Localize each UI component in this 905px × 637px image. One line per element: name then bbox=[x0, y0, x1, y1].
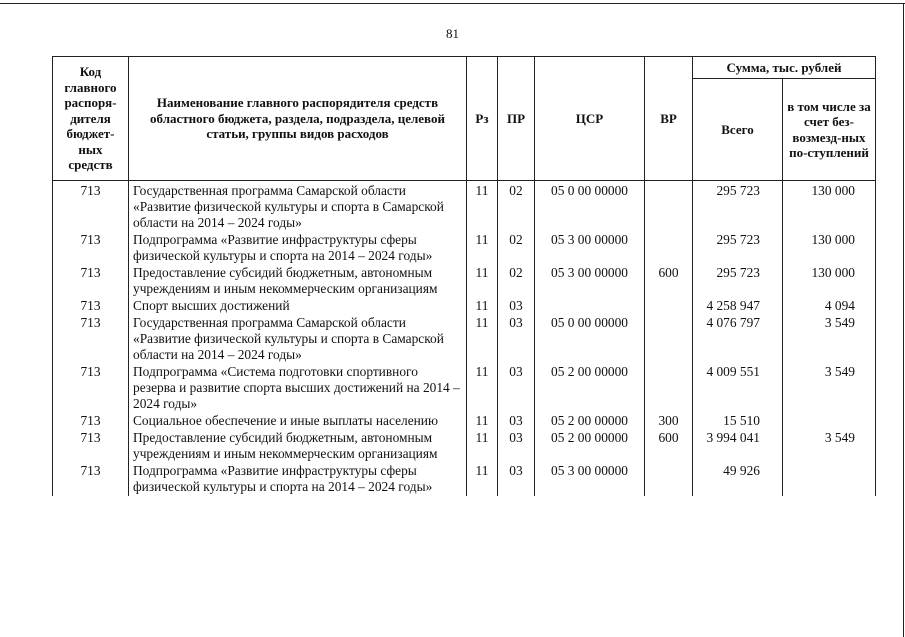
cell-vr bbox=[645, 364, 693, 413]
cell-code: 713 bbox=[53, 232, 129, 265]
cell-rz: 11 bbox=[467, 364, 498, 413]
cell-csr: 05 2 00 00000 bbox=[535, 430, 645, 463]
cell-pr: 03 bbox=[498, 315, 535, 364]
cell-rz: 11 bbox=[467, 298, 498, 315]
cell-rz: 11 bbox=[467, 463, 498, 496]
cell-vr bbox=[645, 181, 693, 233]
page-frame-right bbox=[903, 3, 904, 637]
cell-code: 713 bbox=[53, 463, 129, 496]
table-header bbox=[53, 57, 876, 181]
header-total: Всего bbox=[693, 79, 783, 181]
cell-name: Государственная программа Самарской области «Развитие физической культуры и спорта в Самарской области на 2014 – 2024 годы» bbox=[129, 315, 467, 364]
header-pr: ПР bbox=[498, 57, 535, 181]
cell-name: Государственная программа Самарской области «Развитие физической культуры и спорта в Самарской области на 2014 – 2024 годы» bbox=[129, 181, 467, 233]
cell-total: 295 723 bbox=[693, 232, 783, 265]
cell-vr bbox=[645, 463, 693, 496]
cell-pr: 02 bbox=[498, 181, 535, 233]
cell-free: 130 000 bbox=[783, 181, 876, 233]
cell-csr bbox=[535, 298, 645, 315]
table-row bbox=[53, 181, 876, 233]
cell-total: 4 076 797 bbox=[693, 315, 783, 364]
cell-free: 4 094 bbox=[783, 298, 876, 315]
header-code: Код главного распоря-дителя бюджет-ных средств bbox=[53, 57, 129, 181]
cell-vr bbox=[645, 298, 693, 315]
table-row bbox=[53, 463, 876, 496]
cell-csr: 05 0 00 00000 bbox=[535, 315, 645, 364]
cell-code: 713 bbox=[53, 298, 129, 315]
table-row bbox=[53, 232, 876, 265]
cell-csr: 05 3 00 00000 bbox=[535, 265, 645, 298]
table-row bbox=[53, 265, 876, 298]
cell-csr: 05 2 00 00000 bbox=[535, 364, 645, 413]
table-row bbox=[53, 364, 876, 413]
page-number: 81 bbox=[446, 26, 459, 41]
budget-table bbox=[52, 56, 876, 496]
cell-pr: 03 bbox=[498, 430, 535, 463]
cell-name: Подпрограмма «Развитие инфраструктуры сферы физической культуры и спорта на 2014 – 2024 годы» bbox=[129, 232, 467, 265]
cell-total: 295 723 bbox=[693, 181, 783, 233]
cell-code: 713 bbox=[53, 430, 129, 463]
cell-pr: 03 bbox=[498, 463, 535, 496]
cell-total: 295 723 bbox=[693, 265, 783, 298]
cell-vr bbox=[645, 232, 693, 265]
cell-total: 3 994 041 bbox=[693, 430, 783, 463]
cell-free: 3 549 bbox=[783, 364, 876, 413]
table-row bbox=[53, 298, 876, 315]
cell-vr: 600 bbox=[645, 265, 693, 298]
cell-vr: 300 bbox=[645, 413, 693, 430]
cell-code: 713 bbox=[53, 315, 129, 364]
cell-name: Предоставление субсидий бюджетным, автономным учреждениям и иным некоммерческим организациям bbox=[129, 430, 467, 463]
header-sum: Сумма, тыс. рублей bbox=[693, 57, 876, 79]
cell-rz: 11 bbox=[467, 430, 498, 463]
header-free: в том числе за счет без-возмезд-ных по-ступлений bbox=[783, 79, 876, 181]
cell-code: 713 bbox=[53, 413, 129, 430]
header-vr: ВР bbox=[645, 57, 693, 181]
cell-code: 713 bbox=[53, 181, 129, 233]
cell-rz: 11 bbox=[467, 413, 498, 430]
cell-rz: 11 bbox=[467, 315, 498, 364]
cell-pr: 03 bbox=[498, 413, 535, 430]
table-row bbox=[53, 413, 876, 430]
cell-rz: 11 bbox=[467, 181, 498, 233]
cell-rz: 11 bbox=[467, 232, 498, 265]
cell-pr: 02 bbox=[498, 265, 535, 298]
cell-total: 15 510 bbox=[693, 413, 783, 430]
table-row bbox=[53, 315, 876, 364]
cell-name: Спорт высших достижений bbox=[129, 298, 467, 315]
cell-free: 130 000 bbox=[783, 232, 876, 265]
header-name: Наименование главного распорядителя средств областного бюджета, раздела, подраздела, целевой статьи, группы видов расходов bbox=[129, 57, 467, 181]
cell-free: 130 000 bbox=[783, 265, 876, 298]
cell-total: 4 258 947 bbox=[693, 298, 783, 315]
cell-free bbox=[783, 463, 876, 496]
header-rz: Рз bbox=[467, 57, 498, 181]
cell-pr: 03 bbox=[498, 298, 535, 315]
header-csr: ЦСР bbox=[535, 57, 645, 181]
table-row bbox=[53, 430, 876, 463]
cell-name: Подпрограмма «Развитие инфраструктуры сферы физической культуры и спорта на 2014 – 2024 годы» bbox=[129, 463, 467, 496]
cell-name: Подпрограмма «Система подготовки спортивного резерва и развитие спорта высших достижений на 2014 – 2024 годы» bbox=[129, 364, 467, 413]
cell-total: 4 009 551 bbox=[693, 364, 783, 413]
cell-csr: 05 3 00 00000 bbox=[535, 463, 645, 496]
cell-name: Предоставление субсидий бюджетным, автономным учреждениям и иным некоммерческим организациям bbox=[129, 265, 467, 298]
cell-csr: 05 3 00 00000 bbox=[535, 232, 645, 265]
cell-vr bbox=[645, 315, 693, 364]
cell-total: 49 926 bbox=[693, 463, 783, 496]
table-body bbox=[53, 181, 876, 497]
cell-free bbox=[783, 413, 876, 430]
cell-rz: 11 bbox=[467, 265, 498, 298]
cell-code: 713 bbox=[53, 364, 129, 413]
cell-free: 3 549 bbox=[783, 315, 876, 364]
cell-pr: 03 bbox=[498, 364, 535, 413]
cell-csr: 05 2 00 00000 bbox=[535, 413, 645, 430]
cell-free: 3 549 bbox=[783, 430, 876, 463]
page-frame-top bbox=[0, 3, 905, 4]
cell-code: 713 bbox=[53, 265, 129, 298]
cell-pr: 02 bbox=[498, 232, 535, 265]
cell-name: Социальное обеспечение и иные выплаты населению bbox=[129, 413, 467, 430]
cell-csr: 05 0 00 00000 bbox=[535, 181, 645, 233]
cell-vr: 600 bbox=[645, 430, 693, 463]
